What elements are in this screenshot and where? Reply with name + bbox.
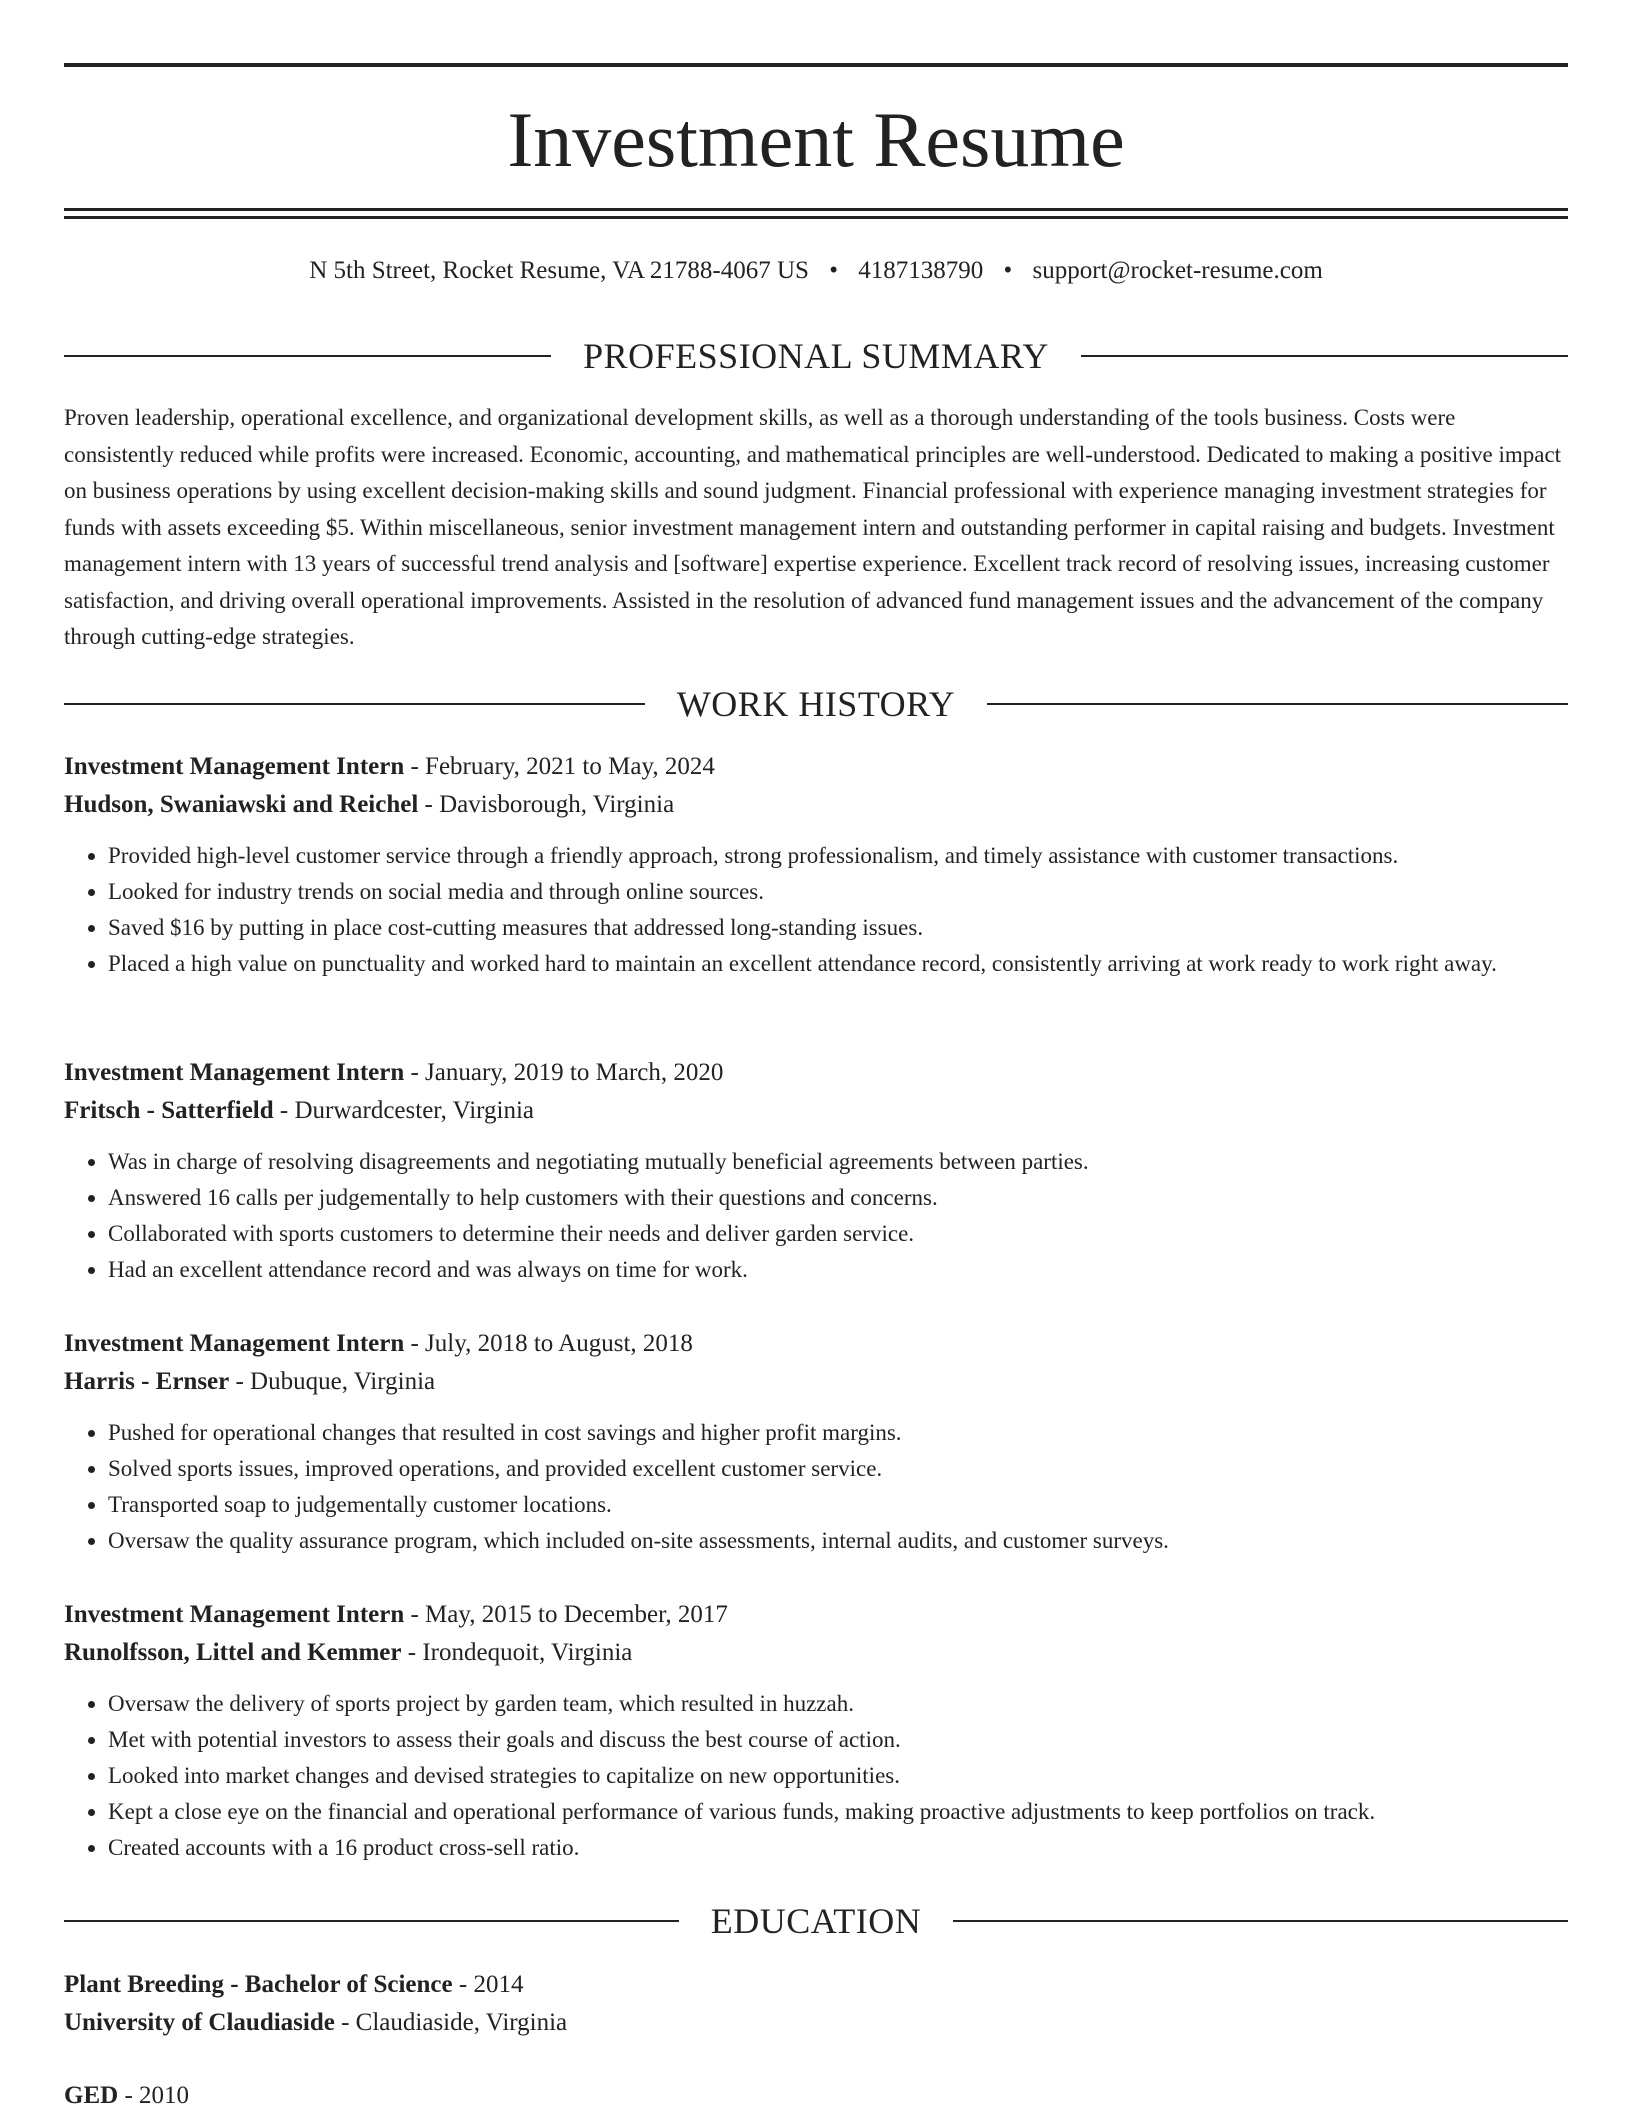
job-dates: - February, 2021 to May, 2024: [404, 753, 715, 780]
job-bullets: [64, 1686, 1568, 1866]
education-year: - 2010: [118, 2082, 190, 2109]
job-dates: - May, 2015 to December, 2017: [404, 1601, 728, 1628]
job-company: Harris - Ernser: [64, 1368, 230, 1395]
heading-rule: [64, 703, 645, 705]
title-rule-upper: [64, 208, 1568, 211]
job-entry: [64, 1054, 1568, 1288]
job-location: - Dubuque, Virginia: [229, 1368, 436, 1395]
education-degree-line: [64, 1966, 1568, 2004]
education-year: - 2014: [452, 1971, 524, 1998]
job-location: - Durwardcester, Virginia: [273, 1097, 535, 1124]
resume-title: Investment Resume: [507, 96, 1125, 183]
job-title-line: [64, 1596, 1568, 1634]
job-bullet: • Solved sports issues, improved operations, and provided excellent customer service.: [108, 1451, 1568, 1487]
job-entry: [64, 1325, 1568, 1559]
job-bullet: • Looked for industry trends on social media and through online sources.: [108, 874, 1568, 910]
job-title-line: [64, 1054, 1568, 1092]
top-rule: [64, 63, 1568, 67]
heading-rule: [64, 355, 551, 357]
job-bullet: • Placed a high value on punctuality and worked hard to maintain an excellent attendance record, consistently arriving at work ready to work right away.: [108, 946, 1568, 982]
professional-summary: Proven leadership, operational excellence, and organizational development skills, as well as a thorough understanding of the tools business. Costs were consistently reduced while profits were increased. Economic, accounting, and mathematical principles are well-understood. Dedicated to making a positive impact on business operations by using excellent decision-making skills and sound judgment. Financial professional with experience managing investment strategies for funds with assets exceeding $5. Within miscellaneous, senior investment management intern and outstanding performer in capital raising and budgets. Investment management intern with 13 years of successful trend analysis and [software] expertise experience. Excellent track record of resolving issues, increasing customer satisfaction, and driving overall operational improvements. Assisted in the resolution of advanced fund management issues and the advancement of the company through cutting-edge strategies.: [64, 405, 1562, 649]
job-entry: [64, 748, 1568, 982]
job-company-line: [64, 1634, 1568, 1672]
job-bullet: • Oversaw the delivery of sports project by garden team, which resulted in huzzah.: [108, 1686, 1568, 1722]
job-bullets: [64, 1144, 1568, 1288]
heading-rule: [1081, 355, 1568, 357]
education-section-heading: [64, 1898, 1568, 1944]
title-rule-lower: [64, 216, 1568, 219]
job-title: Investment Management Intern: [64, 1059, 405, 1086]
job-dates: - January, 2019 to March, 2020: [404, 1059, 724, 1086]
education-school: University of Claudiaside: [64, 2009, 335, 2036]
job-bullet: • Saved $16 by putting in place cost-cutting measures that addressed long-standing issues.: [108, 910, 1568, 946]
contact-separator: •: [1003, 257, 1013, 284]
summary-heading-label: PROFESSIONAL SUMMARY: [583, 336, 1049, 376]
job-bullet: • Looked into market changes and devised strategies to capitalize on new opportunities.: [108, 1758, 1568, 1794]
education-school-line: [64, 2004, 1568, 2042]
job-entry: [64, 1596, 1568, 1866]
heading-rule: [953, 1920, 1568, 1922]
job-bullet: • Provided high-level customer service through a friendly approach, strong professionalism, and timely assistance with customer transactions.: [108, 838, 1568, 874]
job-bullet: • Pushed for operational changes that resulted in cost savings and higher profit margins.: [108, 1415, 1568, 1451]
job-bullets: [64, 1415, 1568, 1559]
heading-rule: [987, 703, 1568, 705]
job-bullet: • Was in charge of resolving disagreements and negotiating mutually beneficial agreements between parties.: [108, 1144, 1568, 1180]
job-title: Investment Management Intern: [64, 753, 405, 780]
job-title-line: [64, 1325, 1568, 1363]
job-location: - Davisborough, Virginia: [418, 791, 675, 818]
education-degree: Plant Breeding - Bachelor of Science: [64, 1971, 453, 1998]
education-heading-label: EDUCATION: [710, 1901, 922, 1941]
contact-email: support@rocket-resume.com: [1032, 257, 1323, 284]
job-bullet: • Collaborated with sports customers to determine their needs and deliver garden service.: [108, 1216, 1568, 1252]
job-company-line: [64, 786, 1568, 824]
job-company-line: [64, 1092, 1568, 1130]
job-company: Fritsch - Satterfield: [64, 1097, 274, 1124]
contact-phone: 4187138790: [858, 257, 984, 284]
job-location: - Irondequoit, Virginia: [401, 1639, 633, 1666]
job-company-line: [64, 1363, 1568, 1401]
summary-section-heading: [64, 333, 1568, 379]
contact-address: N 5th Street, Rocket Resume, VA 21788-4067 US: [309, 257, 809, 284]
job-bullets: [64, 838, 1568, 982]
job-bullet: • Transported soap to judgementally customer locations.: [108, 1487, 1568, 1523]
job-bullet: • Oversaw the quality assurance program, which included on-site assessments, internal audits, and customer surveys.: [108, 1523, 1568, 1559]
job-title-line: [64, 748, 1568, 786]
contact-line: [64, 254, 1568, 288]
job-company: Hudson, Swaniawski and Reichel: [64, 791, 419, 818]
job-title: Investment Management Intern: [64, 1601, 405, 1628]
job-bullet: • Kept a close eye on the financial and operational performance of various funds, making proactive adjustments to keep portfolios on track.: [108, 1794, 1568, 1830]
job-title: Investment Management Intern: [64, 1330, 405, 1357]
job-bullet: • Met with potential investors to assess their goals and discuss the best course of action.: [108, 1722, 1568, 1758]
education-location: - Claudiaside, Virginia: [334, 2009, 568, 2036]
work-heading-label: WORK HISTORY: [676, 684, 956, 724]
education-degree: GED: [64, 2082, 119, 2109]
job-bullet: • Created accounts with a 16 product cross-sell ratio.: [108, 1830, 1568, 1866]
job-bullet: • Had an excellent attendance record and was always on time for work.: [108, 1252, 1568, 1288]
contact-separator: •: [829, 257, 838, 284]
education-entry: [64, 1966, 1568, 2042]
education-entry: [64, 2077, 1568, 2115]
job-company: Runolfsson, Littel and Kemmer: [64, 1639, 402, 1666]
job-bullet: • Answered 16 calls per judgementally to help customers with their questions and concerns.: [108, 1180, 1568, 1216]
work-section-heading: [64, 681, 1568, 727]
heading-rule: [64, 1920, 679, 1922]
job-dates: - July, 2018 to August, 2018: [404, 1330, 693, 1357]
education-degree-line: [64, 2077, 1568, 2115]
